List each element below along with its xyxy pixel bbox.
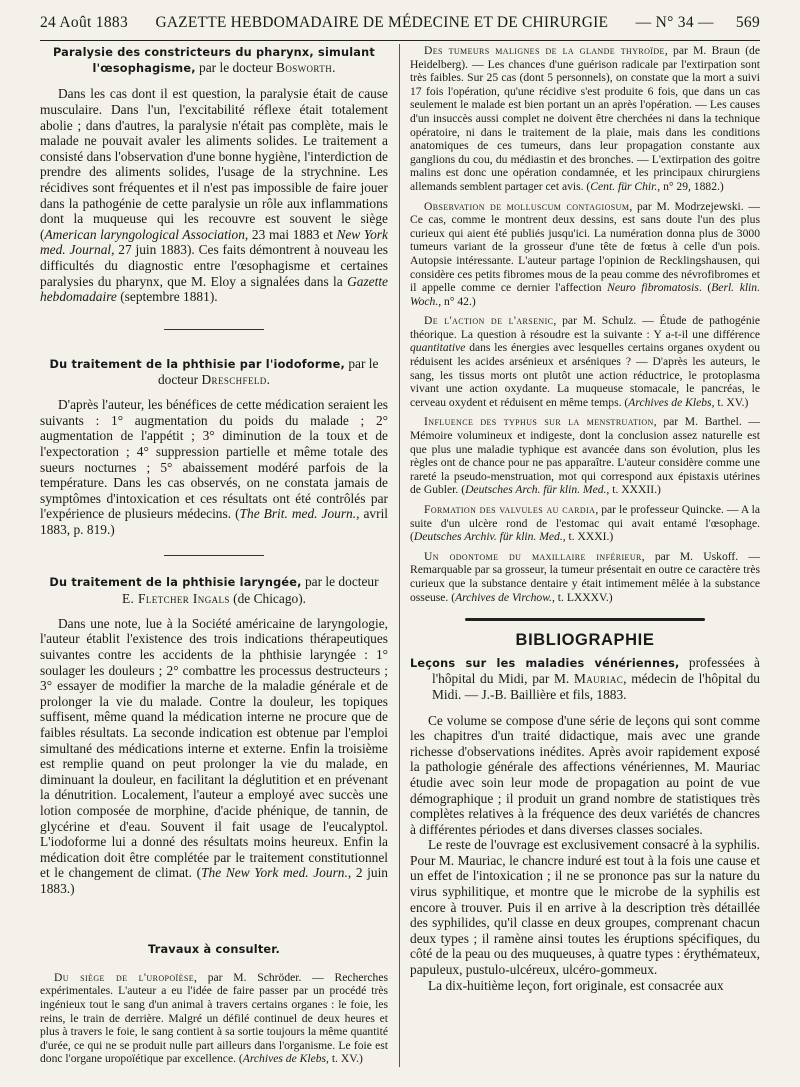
- review-paragraph: La dix-huitième leçon, fort originale, est consacrée aux: [428, 977, 724, 993]
- reference-entry: Formation des valvules au cardia, par le professeur Quincke. — A la suite d'un ulcère rond de l'estomac qui avait entamé l'œsophage. (Deutsches Archiv. für klin. Med., t. XXXI.): [410, 503, 760, 544]
- reference-entry: Influence des typhus sur la menstruation, par M. Barthel. — Mémoire volumineux et indigeste, dont la conclusion assez naturelle est que plus une maladie typhique est avancée dans son évolution, plus les règles ont de chance pour ne pas apparaître. L'auteur considère comme une rareté la pseudo-menstruation, mot qui correspond aux épistaxis utérines de Gubler. (Deutsches Arch. für klin. Med., t. XXXII.): [410, 415, 760, 497]
- article-body: Dans les cas dont il est question, la paralysie était de cause musculaire. Dans l'un, l'excitabilité réflexe était totalement abolie ; dans d'autres, la paralysie n'était pas complète, mais le malade ne pouvait avaler les aliments solides. Le traitement a consisté dans l'observation d'une bonne hygiène, l'interdiction de prendre des aliments solides, l'usage de la strychnine. Les récidives sont fréquentes et il n'est pas impossible de faire jouer dans la pathogénie de cette paralysie un rôle aux inflammations dont la muqueuse qui les recouvre est souvent le siège (American laryngological Association, 23 mai 1883 et New York med. Journal, 27 juin 1883). Ces faits démontrent à nouveau les difficultés du diagnostic entre l'œsophagisme et certaines paralysies du pharynx, que M. Eloy a signalées dans la Gazette hebdomadaire (septembre 1881).: [40, 86, 388, 305]
- header-rule: [40, 40, 760, 41]
- article-title: Paralysie des constricteurs du pharynx, simulant l'œsophagisme, par le docteur Bosworth.: [53, 46, 375, 76]
- review-paragraph: Ce volume se compose d'une série de leçons qui sont comme les chapitres d'un traité didactique, mais avec une grande richesse d'observations inédites. Après avoir rapidement exposé la pathologie générale des affections vénériennes, M. Mauriac étudie avec soin leur mode de propagation au point de vue démographique ; il produit un grand nombre de statistiques très complètes relatives à la fréquence des deux variétés de chancres à différentes périodes et dans diverses classes sociales.: [410, 712, 760, 837]
- header-date: 24 Août 1883: [40, 14, 128, 31]
- running-header: [40, 14, 760, 36]
- header-issue: — N° 34 —: [635, 14, 714, 31]
- article-laryngee: [40, 574, 388, 896]
- header-journal-title: GAZETTE HEBDOMADAIRE DE MÉDECINE ET DE CHIRURGIE: [155, 14, 609, 31]
- section-travaux: [40, 941, 388, 1066]
- bibliography-entry: [410, 655, 760, 993]
- article-pharynx: [40, 44, 388, 305]
- article-title: Du traitement de la phthisie laryngée, par le docteur E. Fletcher Ingals (de Chicago).: [49, 574, 379, 606]
- reference-entry: Du siège de l'uropoïèse, par M. Schröder. — Recherches expérimentales. L'auteur a eu l'idée de faire passer par un procédé très ingénieux tout le sang d'un animal à travers certains organes : le foie, les reins, le train de derrière. Malgré un défilé continuel de deux heures et plus à travers le foie, le sang contient à sa sortie toujours la même quantité d'urée, ce qui ne se produit nulle part ailleurs dans l'organisme. Le foie est donc l'organe uropoïétique par excellence. (Archives de Klebs, t. XV.): [40, 970, 388, 1066]
- left-column: [40, 44, 388, 1077]
- right-column: [410, 44, 760, 1077]
- book-citation: Leçons sur les maladies vénériennes, professées à l'hôpital du Midi, par M. Mauriac, médecin de l'hôpital du Midi. — J.-B. Baillière et fils, 1883.: [410, 654, 760, 702]
- section-heading: Travaux à consulter.: [148, 942, 280, 956]
- separator: [164, 555, 264, 556]
- article-body: D'après l'auteur, les bénéfices de cette médication seraient les suivants : 1° augmentation du poids du malade ; 2° augmentation de l'appétit ; 3° diminution de la toux et de l'expectoration ; 4° suppression partielle et même totale des sueurs nocturnes ; 5° abaissement modéré parfois de la température. Dans les cas observés, on ne constata jamais de symptômes d'intoxication et ces résultats ont été contrôlés par l'expérience de plusieurs médecins. (The Brit. med. Journ., avril 1883, p. 819.): [40, 397, 388, 537]
- separator: [164, 329, 264, 330]
- article-iodoforme: [40, 356, 388, 538]
- reference-entry: Des tumeurs malignes de la glande thyroïde, par M. Braun (de Heidelberg). — Les chances d'une guérison radicale par l'extirpation sont très faibles. Sur 25 cas (dont 5 personnels), on constate que la mort a suivi 17 fois l'opération, qu'une récidive s'est produite 6 fois, que dans un cas seulement le malade est bien portant un an après l'opération. — Les causes d'un insuccès aussi complet ne doivent être cherchées ni dans la technique opératoire, ni dans le traitement de la plaie, mais dans les conditions anatomiques de ces tumeurs, dans leur propagation constante aux ganglions du cou, du médiastin et des bronches. — L'extirpation des goitre malins est donc une opération condamnée, et les principaux chirurgiens allemands semblent partager cet avis. (Cent. für Chir., n° 29, 1882.): [410, 44, 760, 193]
- article-title: Du traitement de la phthisie par l'iodoforme, par le docteur Dreschfeld.: [49, 355, 379, 387]
- bibliography-heading: BIBLIOGRAPHIE: [515, 631, 655, 650]
- column-divider: [399, 44, 400, 1067]
- reference-entry: De l'action de l'arsenic, par M. Schulz. — Étude de pathogénie théorique. La question à résoudre est la suivante : Y a-t-il une différence quantitative dans les énergies avec lesquelles certains organes oxydent ou réduisent les acides arsénieux et arséniques ? — D'après les auteurs, le sang, les tissus morts ont plutôt une action réductrice, le protoplasma vivant une action oxydante. La muqueuse stomacale, le pancréas, le cerveau oxydent et réduisent en même temps. (Archives de Klebs, t. XV.): [410, 314, 760, 409]
- reference-entry: Un odontome du maxillaire inférieur, par M. Uskoff. — Remarquable par sa grosseur, la tumeur présentait en outre ce caractère très curieux que la substance dentaire y était intimement mêlée à la substance osseuse. (Archives de Virchow., t. LXXXV.): [410, 549, 760, 604]
- article-body: Dans une note, lue à la Société américaine de laryngologie, l'auteur établit l'existence des trois indications thérapeutiques suivantes contre les accidents de la phthisie laryngée : 1° soulager les douleurs ; 2° combattre les processus destructeurs ; 3° essayer de modifier la marche de la maladie générale et de prolonger la vie du malade. Contre la douleur, les topiques suffisent, même quand la médication interne ne procure que de faibles résultats. La seconde indication est obtenue par l'emploi simultané des médications interne et externe. Enfin la troisième est remplie quand on peut prolonger la vie du malade, en diminuant la douleur, en facilitant la déglutition et en prévenant la dénutrition. Localement, l'auteur a employé avec succès une lotion composée de morphine, d'acide phénique, de tannin, de glycérine et d'eau. Souvent il fait usage de l'eucalyptol. L'iodoforme lui a donné des résultats moins heureux. Enfin la médication doit être complétée par le traitement constitutionnel et le changement de climat. (The New York med. Journ., 2 juin 1883.): [40, 615, 388, 896]
- reference-entry: Observation de molluscum contagiosum, par M. Modrzejewski. — Ce cas, comme le montrent deux dessins, est sans doute l'un des plus curieux qui aient été publiés jusqu'ici. La numération donna plus de 3000 tumeurs variant de la grosseur d'une tête de fœtus à celle d'un pois. Autopsie intéressante. L'auteur partage l'opinion de Recklingshausen, qui considère ces petits fibromes mous de la peau comme des névrofibromes et il appelle comme ce dernier l'affection Neuro fibromatosis. (Berl. klin. Woch., n° 42.): [410, 199, 760, 308]
- section-rule: [465, 618, 705, 621]
- header-page-number: 569: [735, 14, 760, 31]
- review-paragraph: Le reste de l'ouvrage est exclusivement consacré à la syphilis. Pour M. Mauriac, le chancre induré est tout à la fois une cause et un effet de l'intoxication ; il ne se prononce pas sur la nature du virus syphilitique, et montre que le microbe de la syphilis est encore à trouver. Puis il en arrive à la description très détaillée des syphilides, qu'il classe en deux groupes, comprenant chacun deux types ; il ramène ainsi toutes les éruptions spécifiques, du côté de la peau ou des muqueuses, à quatre types : érythémateux, papuleux, pustulo-ulcéreux, ulcéro-gommeux.: [410, 837, 760, 978]
